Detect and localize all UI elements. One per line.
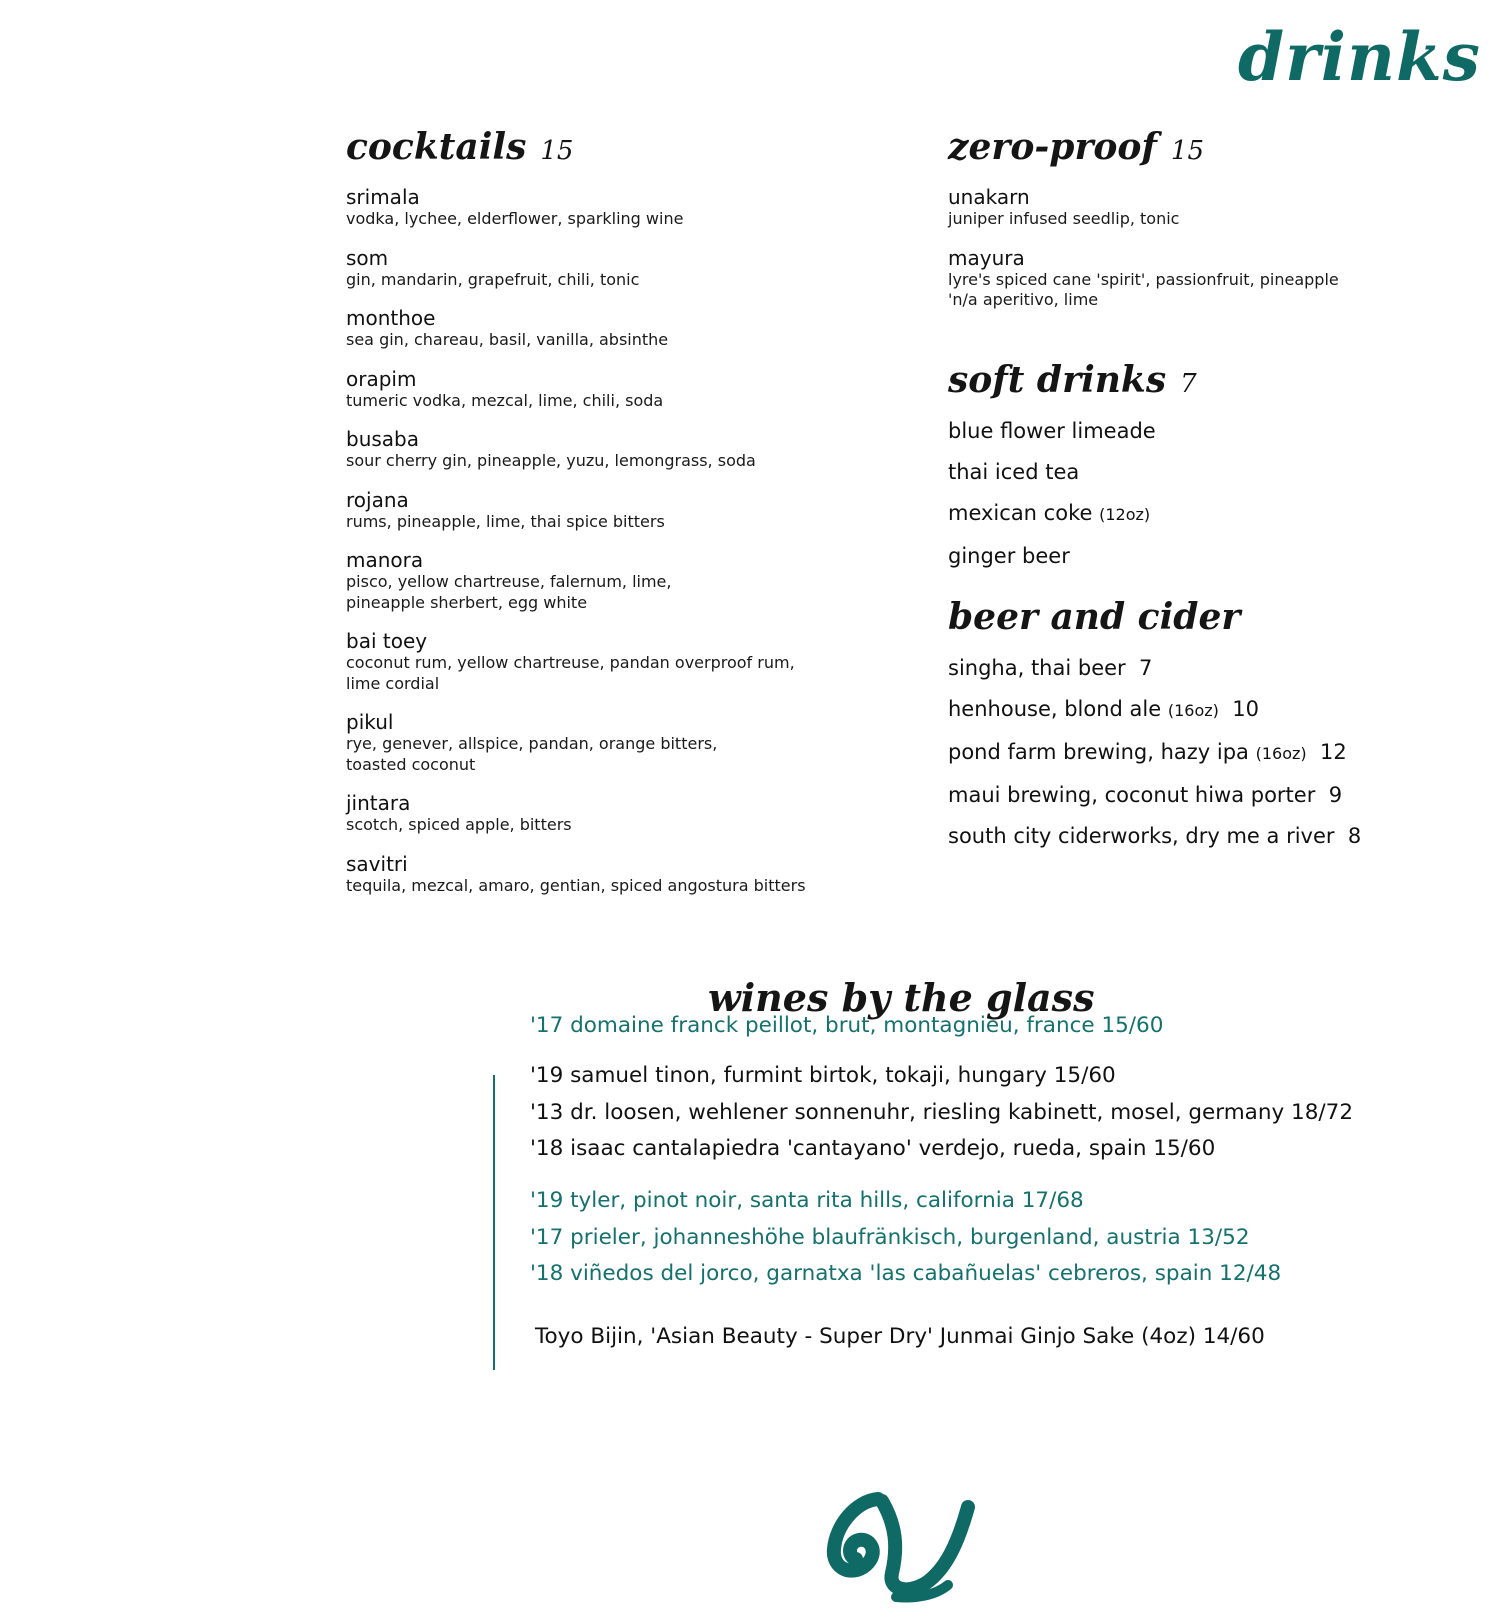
item-desc: tumeric vodka, mezcal, lime, chili, soda (346, 390, 664, 410)
item-name: mexican coke (948, 500, 1093, 525)
item-desc: pisco, yellow chartreuse, falernum, lime, pineapple sherbert, egg white (346, 572, 672, 612)
item-name: maui brewing, coconut hiwa porter (948, 782, 1316, 807)
list-item (346, 711, 866, 775)
wine-white: '13 dr. loosen, wehlener sonnenuhr, riesling kabinett, mosel, germany 18/72 (530, 1100, 1353, 1125)
sake-line: Toyo Bijin, 'Asian Beauty - Super Dry' Junmai Ginjo Sake (4oz) 14/60 (535, 1324, 1265, 1349)
item-price: 9 (1328, 782, 1343, 807)
item-price: 8 (1347, 823, 1362, 848)
list-item (948, 783, 1428, 807)
beer-heading-text: beer and cider (948, 595, 1241, 638)
item-desc: lyre's spiced cane 'spirit', passionfruit, pineapple 'n/a aperitivo, lime (948, 269, 1339, 309)
cocktail-list (346, 186, 866, 896)
item-desc: tequila, mezcal, amaro, gentian, spiced angostura bitters (346, 875, 806, 895)
wine-red: '19 tyler, pinot noir, santa rita hills, california 17/68 (530, 1188, 1084, 1213)
list-item (948, 697, 1428, 723)
item-desc: scotch, spiced apple, bitters (346, 815, 572, 834)
item-name: south city ciderworks, dry me a river (948, 823, 1335, 848)
item-name: monthoe (346, 306, 436, 330)
item-name: rojana (346, 487, 409, 512)
zero-proof-heading (948, 118, 1428, 178)
list-item (948, 186, 1428, 230)
list-item (346, 549, 866, 613)
item-desc: coconut rum, yellow chartreuse, pandan overproof rum, lime cordial (346, 653, 795, 693)
soft-drinks-price: 7 (1180, 368, 1197, 399)
item-price: 7 (1139, 655, 1153, 680)
item-name: singha, thai beer (948, 655, 1126, 680)
cocktails-heading-text: cocktails (346, 126, 527, 168)
beer-list (948, 656, 1428, 848)
soft-drinks-heading-text: soft drinks (948, 358, 1167, 401)
list-item (346, 307, 866, 351)
item-desc: gin, mandarin, grapefruit, chili, tonic (346, 269, 640, 289)
list-item (346, 853, 866, 897)
item-name: mayura (948, 245, 1025, 270)
item-name: unakarn (948, 185, 1030, 209)
zero-proof-heading-text: zero-proof (948, 126, 1157, 168)
cocktails-section (346, 118, 866, 913)
wine-red: '18 viñedos del jorco, garnatxa 'las cabañuelas' cebreros, spain 12/48 (530, 1261, 1282, 1286)
list-item (948, 460, 1428, 484)
item-name: orapim (346, 366, 417, 391)
list-item (346, 368, 866, 412)
wine-white: '19 samuel tinon, furmint birtok, tokaji, hungary 15/60 (530, 1063, 1116, 1088)
zero-proof-price: 15 (1170, 136, 1205, 166)
item-note: (16oz) (1167, 700, 1219, 720)
list-item (346, 186, 866, 230)
list-item (948, 740, 1428, 766)
list-item (948, 824, 1428, 848)
right-column (948, 118, 1428, 865)
item-note: (16oz) (1255, 743, 1307, 763)
item-price: 10 (1232, 696, 1259, 721)
item-name: busaba (346, 427, 419, 451)
item-name: srimala (346, 185, 420, 209)
brand-logo-icon (826, 1477, 986, 1607)
zero-proof-list (948, 186, 1428, 311)
list-item (948, 247, 1428, 311)
item-name: henhouse, blond ale (948, 696, 1162, 721)
list-item (948, 656, 1428, 680)
list-item (346, 428, 866, 472)
item-name: bai toey (346, 629, 428, 653)
list-item (948, 501, 1428, 527)
item-desc: rye, genever, allspice, pandan, orange bitters, toasted coconut (346, 734, 718, 774)
list-item (346, 630, 866, 694)
item-name: blue flower limeade (948, 418, 1156, 443)
beer-heading (948, 588, 1428, 648)
soft-drinks-heading (948, 351, 1428, 411)
item-name: jintara (346, 791, 411, 815)
item-name: ginger beer (948, 543, 1070, 568)
item-desc: sea gin, chareau, basil, vanilla, absinthe (346, 330, 669, 349)
page-title: drinks (1238, 18, 1481, 96)
item-price: 12 (1320, 739, 1347, 764)
item-note: (12oz) (1099, 504, 1151, 524)
item-name: pond farm brewing, hazy ipa (948, 739, 1249, 764)
item-desc: rums, pineapple, lime, thai spice bitters (346, 511, 665, 531)
item-name: manora (346, 548, 424, 572)
item-name: thai iced tea (948, 459, 1080, 484)
item-desc: vodka, lychee, elderflower, sparkling wine (346, 209, 684, 228)
wines-heading: wines by the glass (708, 975, 1095, 1020)
wine-white: '18 isaac cantalapiedra 'cantayano' verdejo, rueda, spain 15/60 (530, 1136, 1216, 1161)
item-desc: sour cherry gin, pineapple, yuzu, lemongrass, soda (346, 451, 756, 470)
item-name: pikul (346, 710, 394, 734)
soft-drinks-list (948, 419, 1428, 568)
list-item (346, 247, 866, 291)
wine-sparkling: '17 domaine franck peillot, brut, montagnieu, france 15/60 (530, 1013, 1164, 1038)
cocktails-heading (346, 118, 866, 178)
wine-divider-bar (493, 1075, 495, 1370)
list-item (346, 489, 866, 533)
list-item (948, 419, 1428, 443)
item-desc: juniper infused seedlip, tonic (948, 209, 1180, 228)
list-item (346, 792, 866, 836)
list-item (948, 544, 1428, 568)
cocktails-price: 15 (540, 136, 574, 166)
wine-red: '17 prieler, johanneshöhe blaufränkisch, burgenland, austria 13/52 (530, 1225, 1250, 1250)
item-name: som (346, 245, 389, 270)
item-name: savitri (346, 851, 408, 876)
